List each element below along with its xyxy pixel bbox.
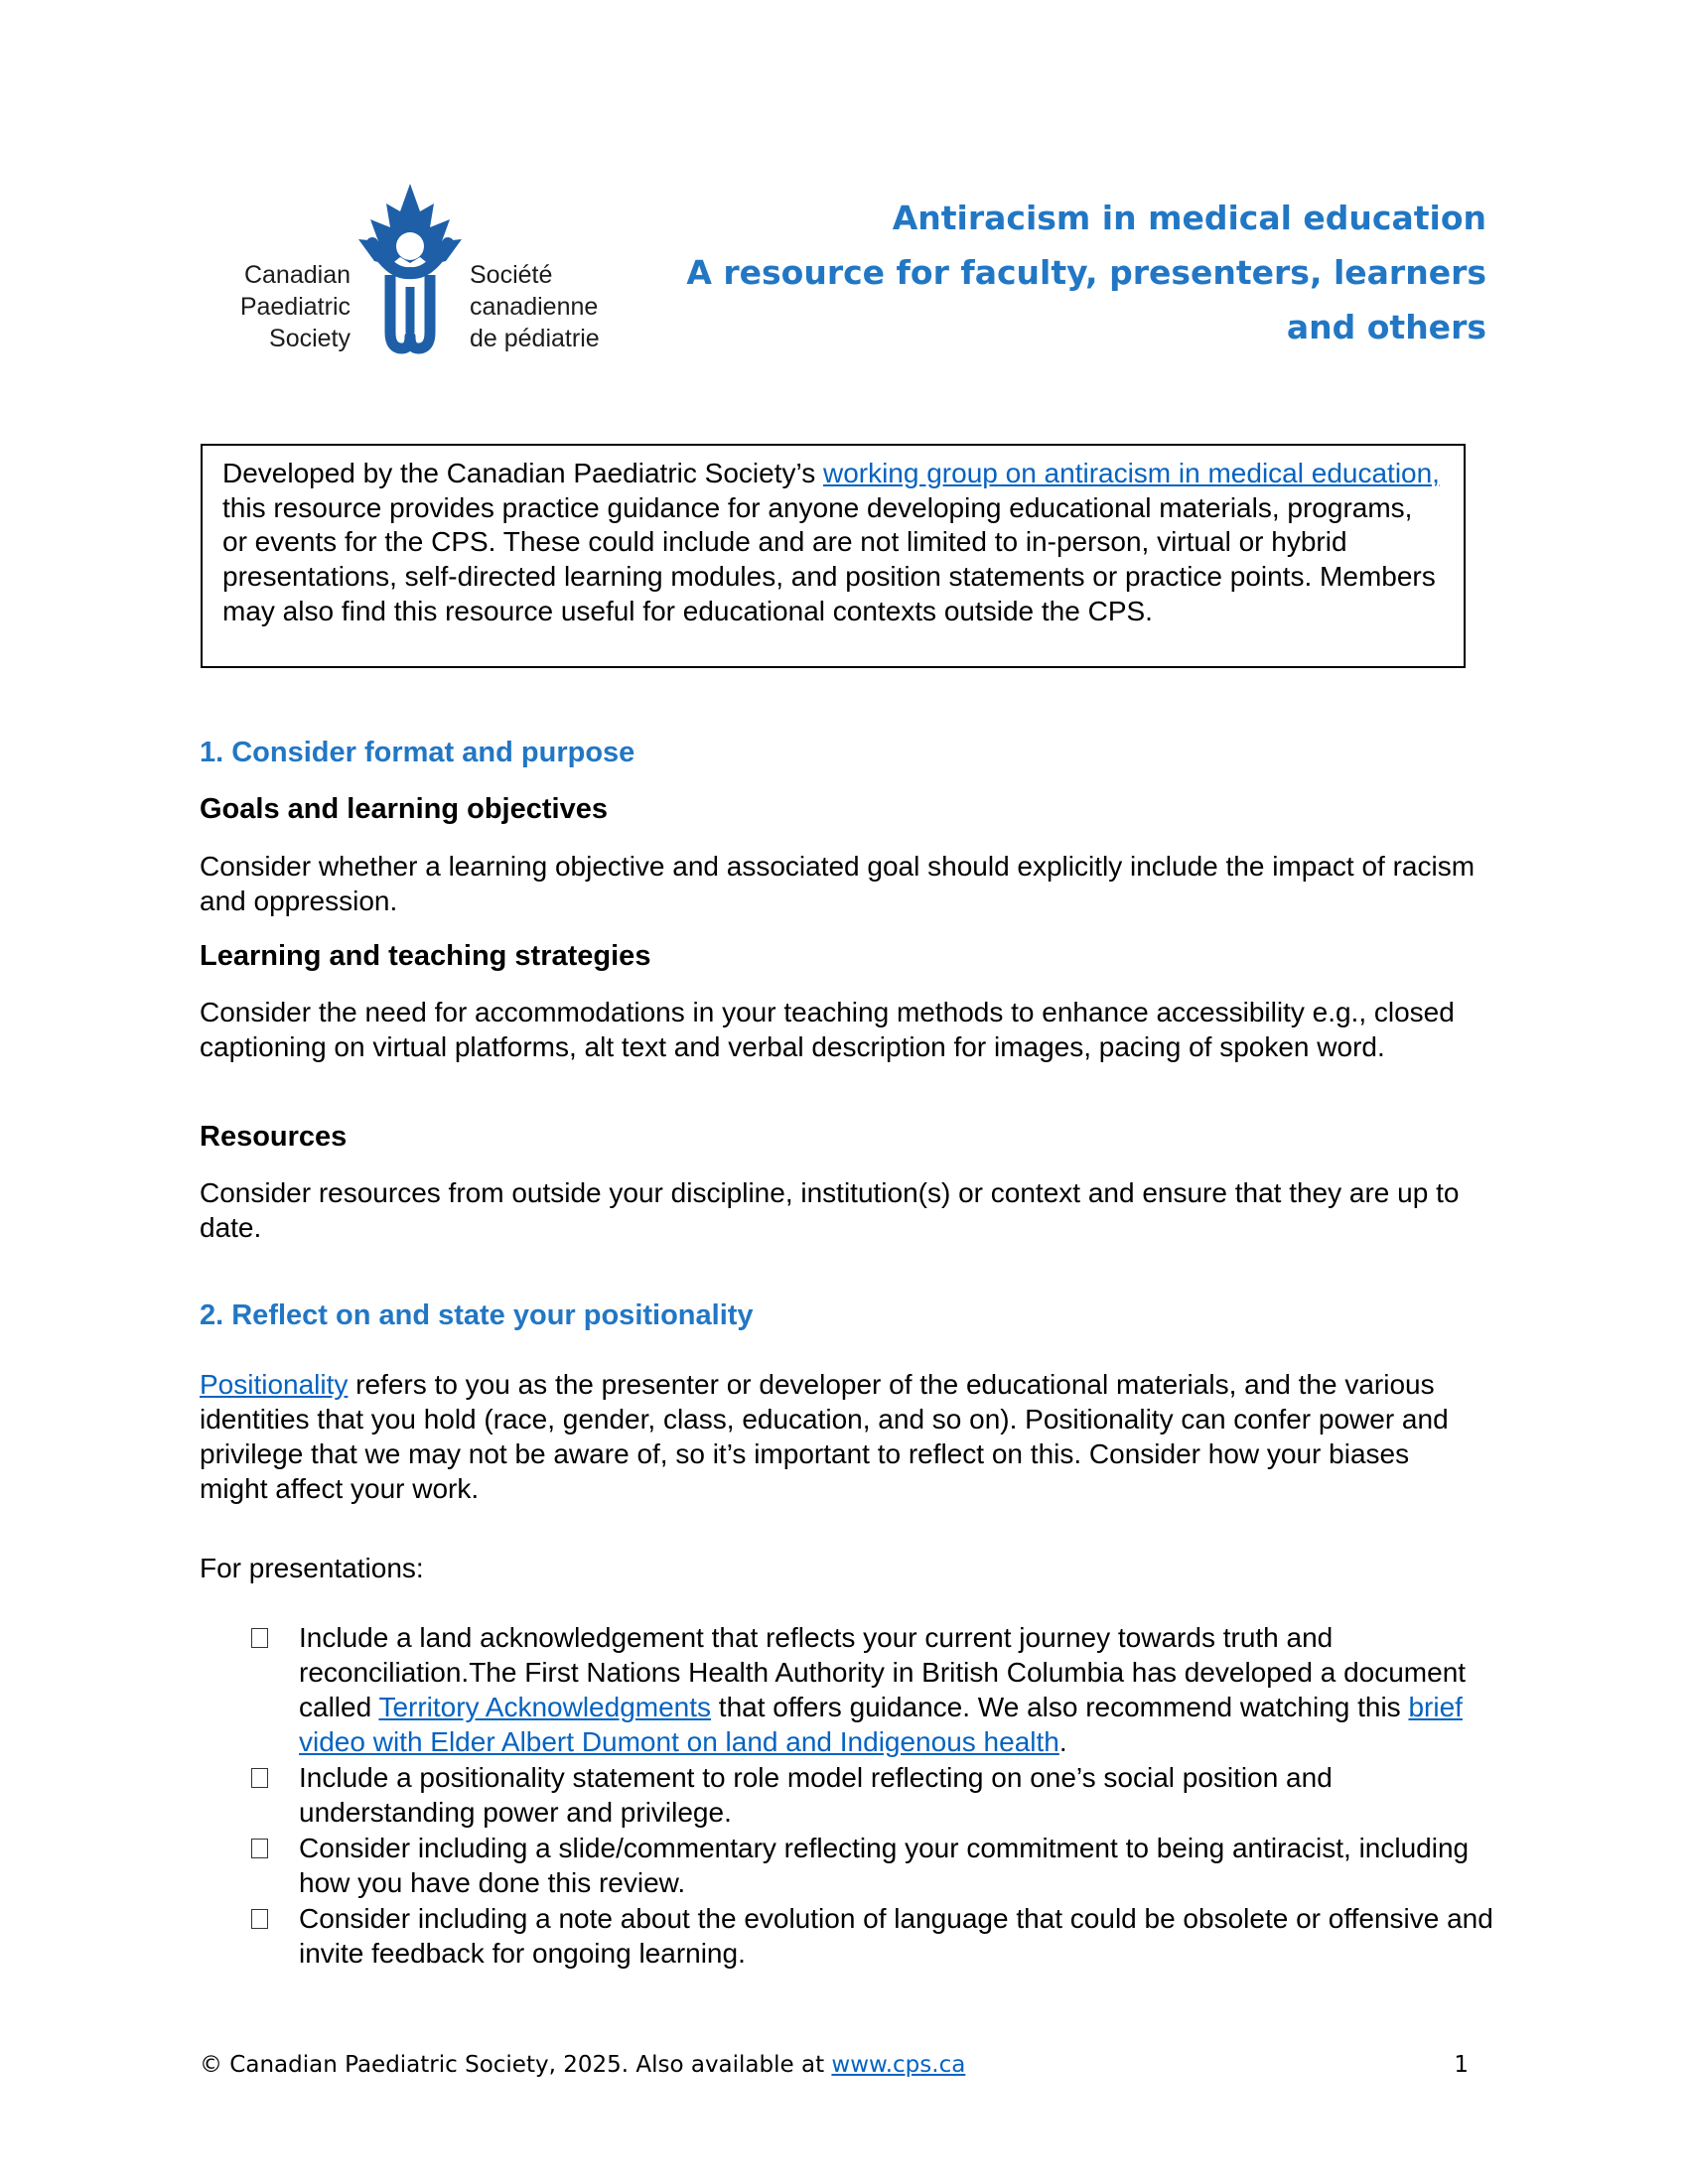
document-title: Antiracism in medical education A resource for faculty, presenters, learners and others [686, 199, 1486, 346]
section-1-heading: 1. Consider format and purpose [200, 737, 635, 768]
for-presentations-label: For presentations: [200, 1553, 424, 1583]
section-2-heading: 2. Reflect on and state your positionality [200, 1299, 754, 1331]
logo-english-name: Canadian Paediatric Society [239, 261, 351, 352]
checklist-item: Include a land acknowledgement that reflects your current journey towards truth and reconciliation.The First Nations Health Authority in British Columbia has developed a document called Territory Acknowledgments that offers guidance. We also recommend watching this brief video with Elder Albert Dumont on land and Indigenous health. [247, 1620, 1498, 1759]
intro-lead-text: Developed by the Canadian Paediatric Society’s [222, 458, 823, 488]
page-number: 1 [1454, 2052, 1469, 2078]
checklist-item: Consider including a slide/commentary reflecting your commitment to being antiracist, including how you have done this review. [247, 1831, 1498, 1900]
checkbox-icon [251, 1909, 268, 1929]
cps-logo [223, 184, 631, 357]
copyright-text: © Canadian Paediatric Society, 2025. Also available at [200, 2052, 832, 2078]
positionality-paragraph [200, 1367, 1480, 1506]
intro-callout-box [201, 444, 1466, 668]
checkbox-icon [251, 1628, 268, 1648]
positionality-link[interactable]: Positionality [200, 1369, 349, 1400]
goals-heading: Goals and learning objectives [200, 793, 608, 825]
logo-french-name: Société canadienne de pédiatrie [470, 261, 600, 352]
intro-body-text: this resource provides practice guidance for anyone developing educational materials, programs, or events for the CPS. These could include and are not limited to in-person, virtual or hybrid presentations, self-directed learning modules, and position statements or practice points. Members may also find this resource useful for educational contexts outside the CPS. [222, 491, 1436, 626]
positionality-text: refers to you as the presenter or developer of the educational materials, and the various identities that you hold (race, gender, class, education, and so on). Positionality can confer power and privilege that we may not be aware of, so it’s important to reflect on this. Consider how your biases might affect your work. [200, 1369, 1449, 1504]
strategies-text: Consider the need for accommodations in your teaching methods to enhance accessibility e.g., closed captioning on virtual platforms, alt text and verbal description for images, pacing of spoken word. [200, 997, 1455, 1062]
territory-acknowledgments-link[interactable]: Territory Acknowledgments [378, 1692, 712, 1722]
checklist-item: Consider including a note about the evolution of language that could be obsolete or offensive and invite feedback for ongoing learning. [247, 1901, 1498, 1971]
working-group-link[interactable]: working group on antiracism in medical education, [822, 458, 1440, 488]
goals-text: Consider whether a learning objective and associated goal should explicitly include the impact of racism and oppression. [200, 851, 1476, 916]
strategies-heading: Learning and teaching strategies [200, 940, 651, 972]
elder-video-link[interactable]: brief video with Elder Albert Dumont on land and Indigenous health [299, 1692, 1463, 1757]
presentation-checklist [247, 1620, 1498, 1972]
checkbox-icon [251, 1768, 268, 1788]
page-footer [200, 2048, 1469, 2082]
maple-leaf-child-icon [351, 184, 470, 357]
resources-text: Consider resources from outside your discipline, institution(s) or context and ensure that they are up to date. [200, 1177, 1460, 1243]
resources-heading: Resources [200, 1121, 348, 1153]
checkbox-icon [251, 1839, 268, 1858]
checklist-item: Include a positionality statement to role model reflecting on one’s social position and understanding power and privilege. [247, 1760, 1498, 1830]
cps-website-link[interactable]: www.cps.ca [831, 2052, 966, 2078]
